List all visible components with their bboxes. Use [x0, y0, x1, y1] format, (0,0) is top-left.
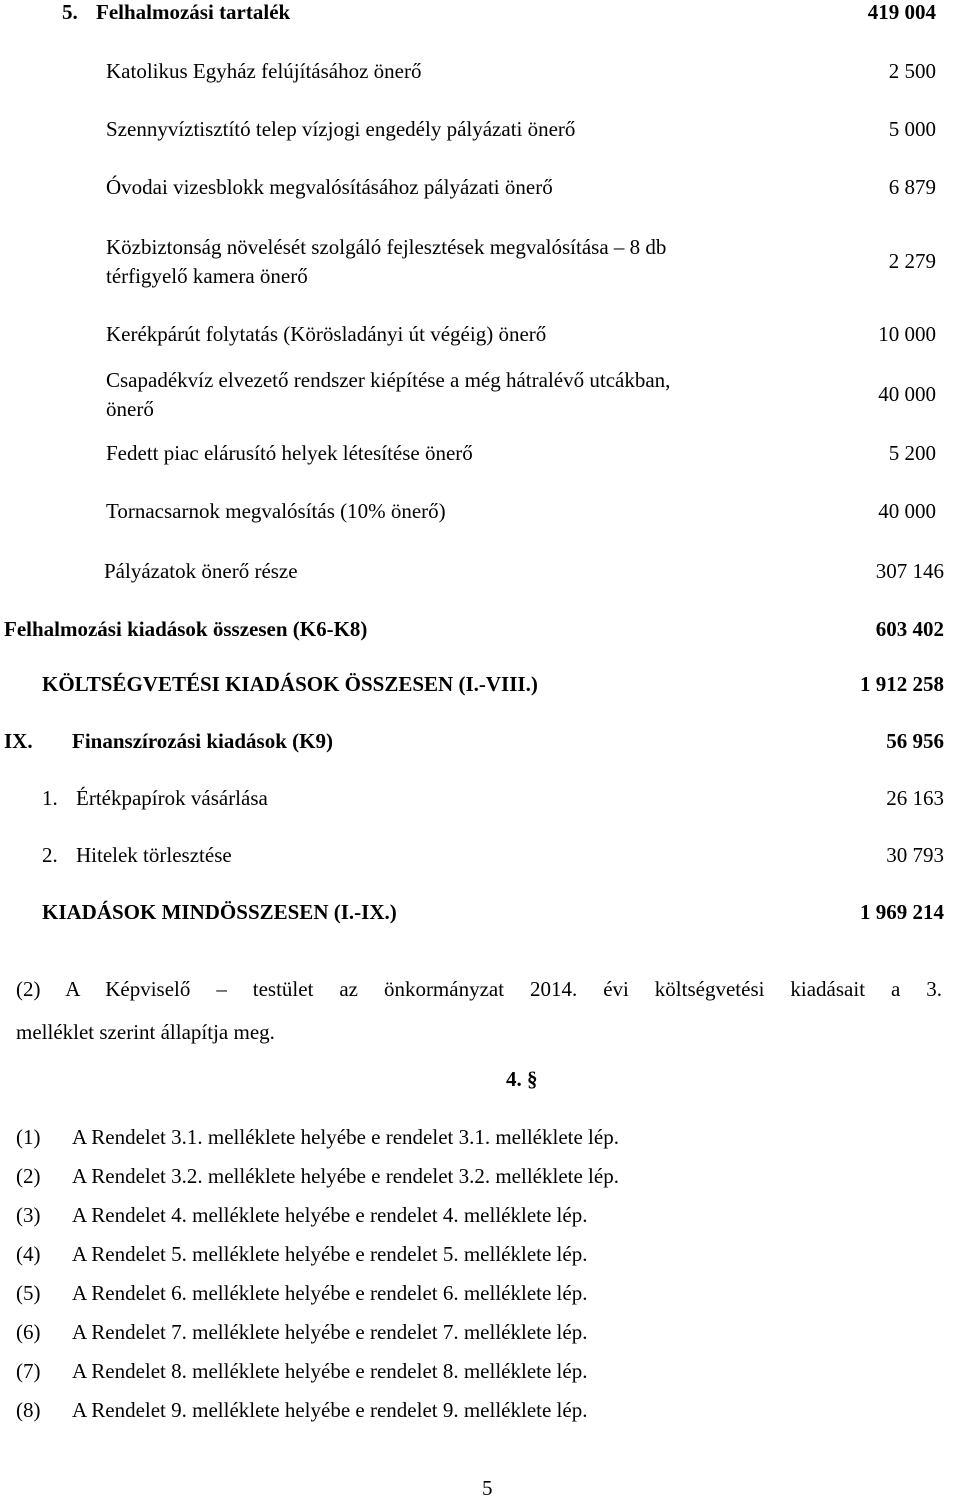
mindosszesen-amount: 1 969 214	[860, 900, 944, 924]
sub9-number: 1.	[42, 786, 58, 810]
section-title: Felhalmozási tartalék	[96, 0, 291, 24]
sub9-number: 2.	[42, 843, 58, 867]
provision-text: A Rendelet 5. melléklete helyébe e rendelet 5. melléklete lép.	[72, 1242, 588, 1266]
sub9-label: Hitelek törlesztése	[76, 843, 232, 867]
item-label: Közbiztonság növelését szolgáló fejlesztések megvalósítása – 8 db	[106, 235, 667, 259]
koltsegvetesi-amount: 1 912 258	[860, 672, 944, 696]
provision-number: (4)	[16, 1242, 41, 1266]
provision-number: (1)	[16, 1125, 41, 1149]
provision-number: (5)	[16, 1281, 41, 1305]
item-amount: 5 200	[888, 441, 936, 465]
section9-title: Finanszírozási kiadások (K9)	[72, 729, 333, 753]
item-amount: 6 879	[888, 175, 936, 199]
mindosszesen-label: KIADÁSOK MINDÖSSZESEN (I.-IX.)	[42, 900, 397, 924]
section9-amount: 56 956	[886, 729, 944, 753]
provision-text: A Rendelet 3.1. melléklete helyébe e rendelet 3.1. melléklete lép.	[72, 1125, 619, 1149]
item-label: Szennyvíztisztító telep vízjogi engedély pályázati önerő	[106, 117, 576, 141]
provision-number: (6)	[16, 1320, 41, 1344]
provision-number: (2)	[16, 1164, 41, 1188]
provision-number: (8)	[16, 1398, 41, 1422]
sub9-amount: 26 163	[886, 786, 944, 810]
item-label-cont: önerő	[106, 397, 154, 421]
provision-text: A Rendelet 9. melléklete helyébe e rendelet 9. melléklete lép.	[72, 1398, 588, 1422]
sub9-label: Értékpapírok vásárlása	[76, 786, 268, 810]
provision-number: (3)	[16, 1203, 41, 1227]
provision-text: A Rendelet 3.2. melléklete helyébe e rendelet 3.2. melléklete lép.	[72, 1164, 619, 1188]
felhalmozasi-label: Felhalmozási kiadások összesen (K6-K8)	[4, 617, 368, 641]
item-amount: 5 000	[888, 117, 936, 141]
section9-number: IX.	[4, 729, 33, 753]
section-heading: 4. §	[506, 1067, 538, 1091]
koltsegvetesi-label: KÖLTSÉGVETÉSI KIADÁSOK ÖSSZESEN (I.-VIII.)	[42, 672, 538, 696]
item-label: Fedett piac elárusító helyek létesítése önerő	[106, 441, 473, 465]
paragraph-line: melléklet szerint állapítja meg.	[16, 1020, 275, 1044]
item-label: Óvodai vizesblokk megvalósításához pályázati önerő	[106, 175, 553, 199]
palyazatok-label: Pályázatok önerő része	[104, 559, 298, 583]
item-amount: 2 500	[888, 59, 936, 83]
section-total: 419 004	[867, 0, 936, 24]
item-amount: 40 000	[878, 499, 936, 523]
paragraph-line: (2) A Képviselő – testület az önkormányzat 2014. évi költségvetési kiadásait a 3.	[16, 977, 942, 1001]
item-label: Katolikus Egyház felújításához önerő	[106, 59, 422, 83]
sub9-amount: 30 793	[886, 843, 944, 867]
item-amount: 2 279	[888, 249, 936, 273]
item-label: Csapadékvíz elvezető rendszer kiépítése a még hátralévő utcákban,	[106, 368, 671, 392]
provision-text: A Rendelet 7. melléklete helyébe e rendelet 7. melléklete lép.	[72, 1320, 588, 1344]
felhalmozasi-amount: 603 402	[875, 617, 944, 641]
provision-text: A Rendelet 8. melléklete helyébe e rendelet 8. melléklete lép.	[72, 1359, 588, 1383]
item-label-cont: térfigyelő kamera önerő	[106, 264, 308, 288]
palyazatok-amount: 307 146	[875, 559, 944, 583]
item-label: Tornacsarnok megvalósítás (10% önerő)	[106, 499, 446, 523]
item-label: Kerékpárút folytatás (Körösladányi út végéig) önerő	[106, 322, 547, 346]
item-amount: 10 000	[878, 322, 936, 346]
provision-text: A Rendelet 4. melléklete helyébe e rendelet 4. melléklete lép.	[72, 1203, 588, 1227]
provision-number: (7)	[16, 1359, 41, 1383]
page-number: 5	[482, 1476, 493, 1500]
provision-text: A Rendelet 6. melléklete helyébe e rendelet 6. melléklete lép.	[72, 1281, 588, 1305]
item-amount: 40 000	[878, 382, 936, 406]
section-number: 5.	[62, 0, 78, 24]
